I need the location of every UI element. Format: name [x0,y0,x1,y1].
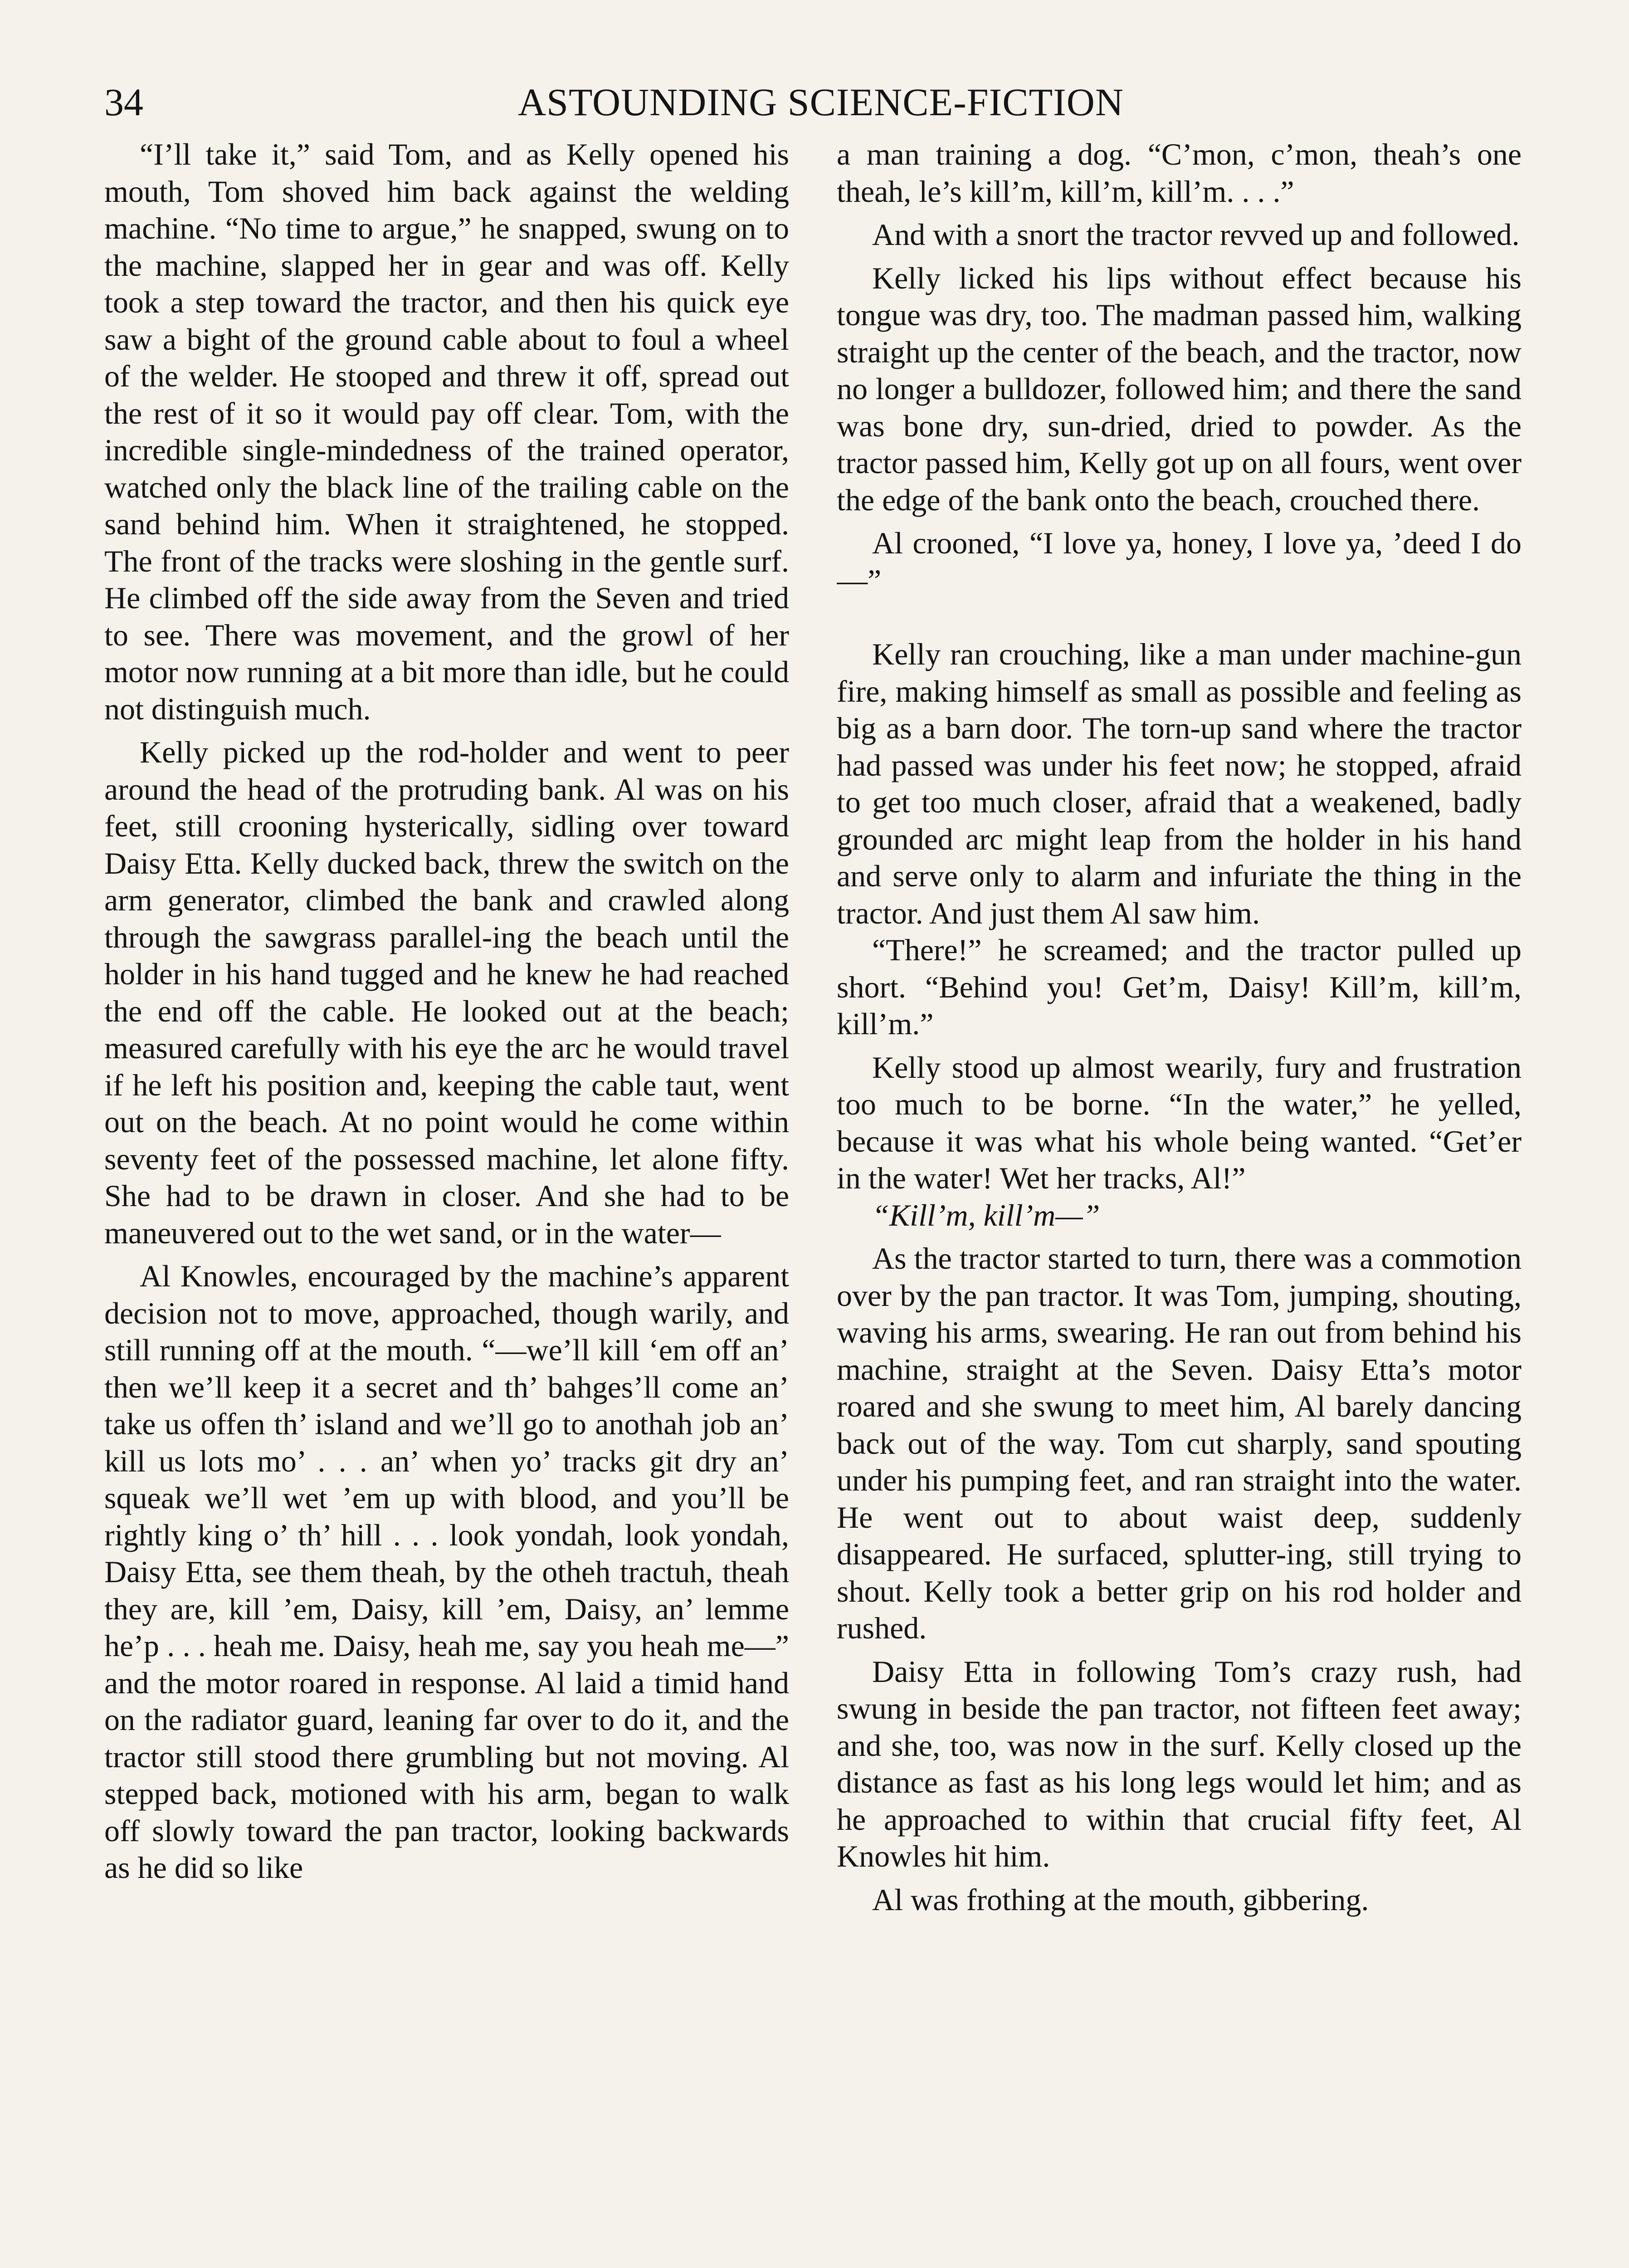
paragraph: “There!” he screamed; and the tractor pulled up short. “Behind you! Get’m, Daisy! Kill’m, kill’m, kill’m.” [837,933,1522,1041]
page-header [104,73,1537,132]
left-column [104,136,789,2268]
paragraph: Daisy Etta in following Tom’s crazy rush, had swung in beside the pan tractor, not fifteen feet away; and she, too, was now in the surf. Kelly closed up the distance as fast as his long legs would let him; and as he approached to within that crucial fifty feet, Al Knowles hit him. [837,1654,1522,1873]
paragraph: Kelly ran crouching, like a man under machine-gun fire, making himself as small as possible and feeling as big as a barn door. The torn-up sand where the tractor had passed was under his feet now; he stopped, afraid to get too much closer, afraid that a weakened, badly grounded arc might leap from the holder in his hand and serve only to alarm and infuriate the thing in the tractor. And just them Al saw him. [837,637,1522,930]
paragraph: As the tractor started to turn, there was a commotion over by the pan tractor. It was Tom, jumping, shouting, waving his arms, swearing. He ran out from behind his machine, straight at the Seven. Daisy Etta’s motor roared and she swung to meet him, Al barely dancing back out of the way. Tom cut sharply, sand spouting under his pumping feet, and ran straight into the water. He went out to about waist deep, suddenly disappeared. He surfaced, splutter-ing, still trying to shout. Kelly took a better grip on his rod holder and rushed. [837,1241,1522,1645]
paragraph-italic: “Kill’m, kill’m—” [872,1198,1100,1232]
paragraph: Al Knowles, encouraged by the machine’s apparent decision not to move, approached, though warily, and still running off at the mouth. “—we’ll kill ‘em off an’ then we’ll keep it a secret and th’ bahges’ll come an’ take us offen th’ island and we’ll go to anothah job an’ kill us lots mo’ . . . an’ when yo’ tracks git dry an’ squeak we’ll wet ’em up with blood, and you’ll be rightly king o’ th’ hill . . . look yondah, look yondah, Daisy Etta, see them theah, by the otheh tractuh, theah they are, kill ’em, Daisy, kill ’em, Daisy, an’ lemme he’p . . . heah me. Daisy, heah me, say you heah me—” and the motor roared in response. Al laid a timid hand on the radiator guard, leaning far over to do it, and the tractor still stood there grumbling but not moving. Al stepped back, motioned with his arm, began to walk off slowly toward the pan tractor, looking backwards as he did so like [104,1259,789,1885]
paragraph: Kelly picked up the rod-holder and went to peer around the head of the protruding bank. Al was on his feet, still crooning hysterically, sidling over toward Daisy Etta. Kelly ducked back, threw the switch on the arm generator, climbed the bank and crawled along through the sawgrass parallel-ing the beach until the holder in his hand tugged and he knew he had reached the end off the cable. He looked out at the beach; measured carefully with his eye the arc he would travel if he left his position and, keeping the cable taut, went out on the beach. At no point would he come within seventy feet of the possessed machine, let alone fifty. She had to be drawn in closer. And she had to be maneuvered out to the wet sand, or in the water— [104,735,789,1250]
paragraph-continued: a man training a dog. “C’mon, c’mon, theah’s one theah, le’s kill’m, kill’m, kill’m. . . .” [837,137,1522,209]
paragraph: Al was frothing at the mouth, gibbering. [872,1882,1369,1917]
right-column [837,136,1522,2268]
running-title: ASTOUNDING SCIENCE-FICTION [518,80,1124,124]
paragraph: “I’ll take it,” said Tom, and as Kelly opened his mouth, Tom shoved him back against the welding machine. “No time to argue,” he snapped, swung on to the machine, slapped her in gear and was off. Kelly took a step toward the tractor, and then his quick eye saw a bight of the ground cable about to foul a wheel of the welder. He stooped and threw it off, spread out the rest of it so it would pay off clear. Tom, with the incredible single-mindedness of the trained operator, watched only the black line of the trailing cable on the sand behind him. When it straightened, he stopped. The front of the tracks were sloshing in the gentle surf. He climbed off the side away from the Seven and tried to see. There was movement, and the growl of her motor now running at a bit more than idle, but he could not distinguish much. [104,137,789,726]
paragraph: Kelly licked his lips without effect because his tongue was dry, too. The madman passed him, walking straight up the center of the beach, and the tractor, now no longer a bulldozer, followed him; and there the sand was bone dry, sun-dried, dried to powder. As the tractor passed him, Kelly got up on all fours, went over the edge of the bank onto the beach, crouched there. [837,260,1522,517]
page-number: 34 [104,80,143,124]
paragraph: And with a snort the tractor revved up and followed. [872,217,1520,252]
paragraph: Al crooned, “I love ya, honey, I love ya, ’deed I do—” [837,526,1522,597]
paragraph: Kelly stood up almost wearily, fury and frustration too much to be borne. “In the water,” he yelled, because it was what his whole being wanted. “Get’er in the water! Wet her tracks, Al!” [837,1050,1522,1195]
